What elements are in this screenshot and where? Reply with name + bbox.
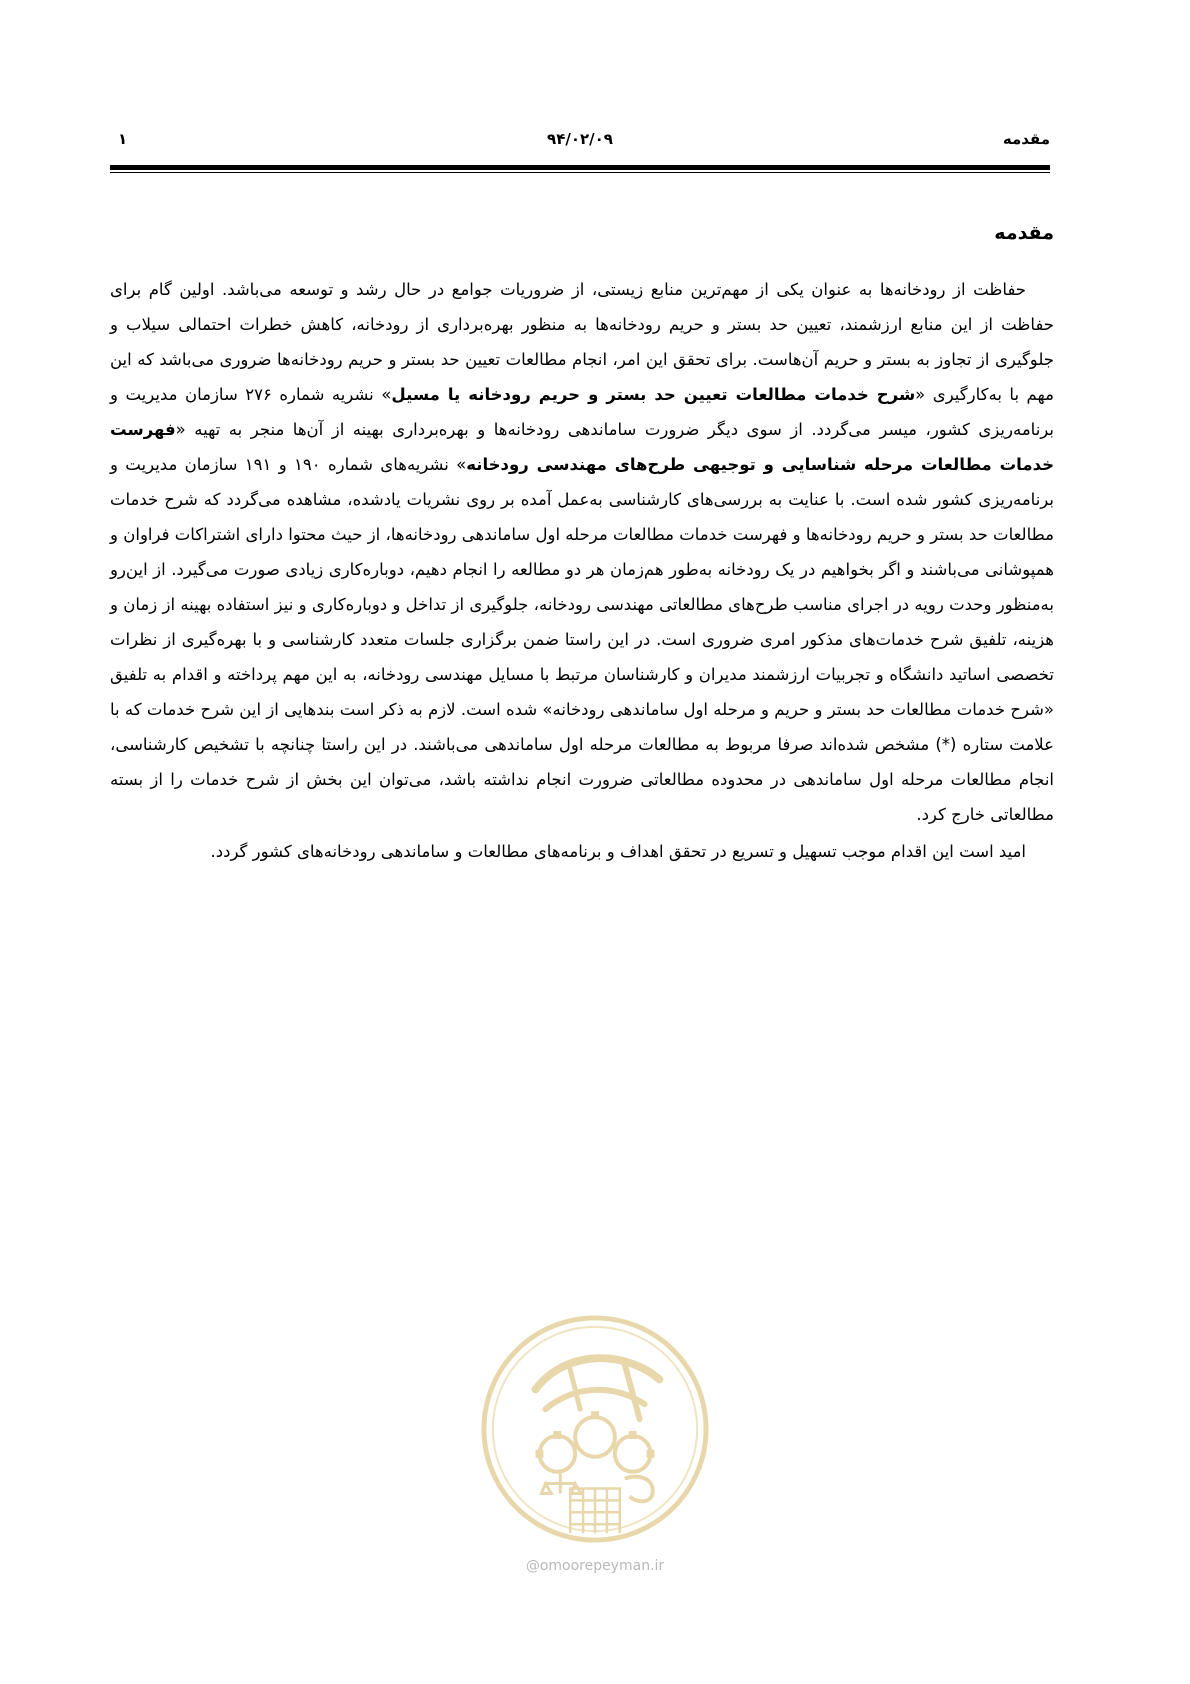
paragraph-text: حفاظت از رودخانه‌ها به عنوان یکی از مهم‌ترین منابع زیستی، از ضروریات جوامع در حال رشد و توسعه می‌باشد. اولین گام برای حفاظت از این منابع ارزشمند، تعیین حد بستر و حریم رودخانه‌ها به منظور بهره‌برداری از رودخانه، کاهش خطرات احتمالی سیلاب و جلوگیری از تجاوز به بستر و حریم آن‌هاست. برای تحقق این امر، انجام مطالعات تعیین حد بستر و حریم رودخانه‌ها ضروری می‌باشد که این مهم با به‌کارگیری « (110, 280, 1054, 404)
paragraph-text: امید است این اقدام موجب تسهیل و تسریع در تحقق اهداف و برنامه‌های مطالعات و ساماندهی رودخانه‌های کشور گردد. (210, 842, 1026, 861)
bold-title-reference: شرح خدمات مطالعات تعیین حد بستر و حریم رودخانه یا مسیل (391, 385, 916, 404)
running-header (110, 130, 1050, 154)
header-rule-thin (110, 172, 1050, 173)
watermark-logo (476, 1310, 714, 1548)
header-rule-thick (110, 165, 1050, 170)
header-section-name: مقدمه (1002, 130, 1050, 148)
paragraph-2 (110, 834, 1054, 869)
header-date: ۹۴/۰۲/۰۹ (547, 130, 613, 148)
document-body (110, 218, 1054, 869)
paragraph-text: » نشریه شماره ۲۷۶ سازمان مدیریت و برنامه‌ریزی کشور، میسر می‌گردد. از سوی دیگر ضرورت ساماندهی رودخانه‌ها و بهره‌برداری بهینه از آن‌ها منجر به تهیه « (110, 385, 1054, 439)
paragraph-1 (110, 272, 1054, 832)
page-number: ۱ (118, 130, 128, 148)
paragraph-text: » نشریه‌های شماره ۱۹۰ و ۱۹۱ سازمان مدیریت و برنامه‌ریزی کشور شده است. با عنایت به بررسی‌های کارشناسی به‌عمل آمده بر روی نشریات یادشده، مشاهده می‌گردد که شرح خدمات مطالعات حد بستر و حریم رودخانه‌ها و فهرست خدمات مطالعات مرحله اول ساماندهی رودخانه‌ها، از حیث محتوا دارای اشتراکات فراوان و همپوشانی می‌باشند و اگر بخواهیم در یک رودخانه به‌طور هم‌زمان هر دو مطالعه را انجام دهیم، دوباره‌کاری زیادی صورت می‌گیرد. از این‌رو به‌منظور وحدت رویه در اجرای مناسب طرح‌های مطالعاتی مهندسی رودخانه، جلوگیری از تداخل و دوباره‌کاری و نیز استفاده بهینه از زمان و هزینه، تلفیق شرح خدمات‌های مذکور امری ضروری است. در این راستا ضمن برگزاری جلسات متعدد کارشناسی و با بهره‌گیری از نظرات تخصصی اساتید دانشگاه و تجربیات ارزشمند مدیران و کارشناسان مرتبط با مسایل مهندسی رودخانه، به این مهم پرداخته و اقدام به تلفیق «شرح خدمات مطالعات حد بستر و حریم و مرحله اول ساماندهی رودخانه» شده است. لازم به ذکر است بندهایی از این شرح خدمات که با علامت ستاره (*) مشخص شده‌اند صرفا مربوط به مطالعات مرحله اول ساماندهی می‌باشند. در این راستا چنانچه با تشخیص کارشناسی، انجام مطالعات مرحله اول ساماندهی در محدوده مطالعاتی ضرورت انجام نداشته باشد، می‌توان این بخش از شرح خدمات را از بسته مطالعاتی خارج کرد. (110, 455, 1054, 824)
watermark-url: @omoorepeyman.ir (525, 1558, 665, 1574)
bold-title-reference: فهرست خدمات مطالعات مرحله شناسایی و توجیهی طرح‌های مهندسی رودخانه (110, 420, 1054, 474)
section-title: مقدمه (994, 222, 1054, 244)
